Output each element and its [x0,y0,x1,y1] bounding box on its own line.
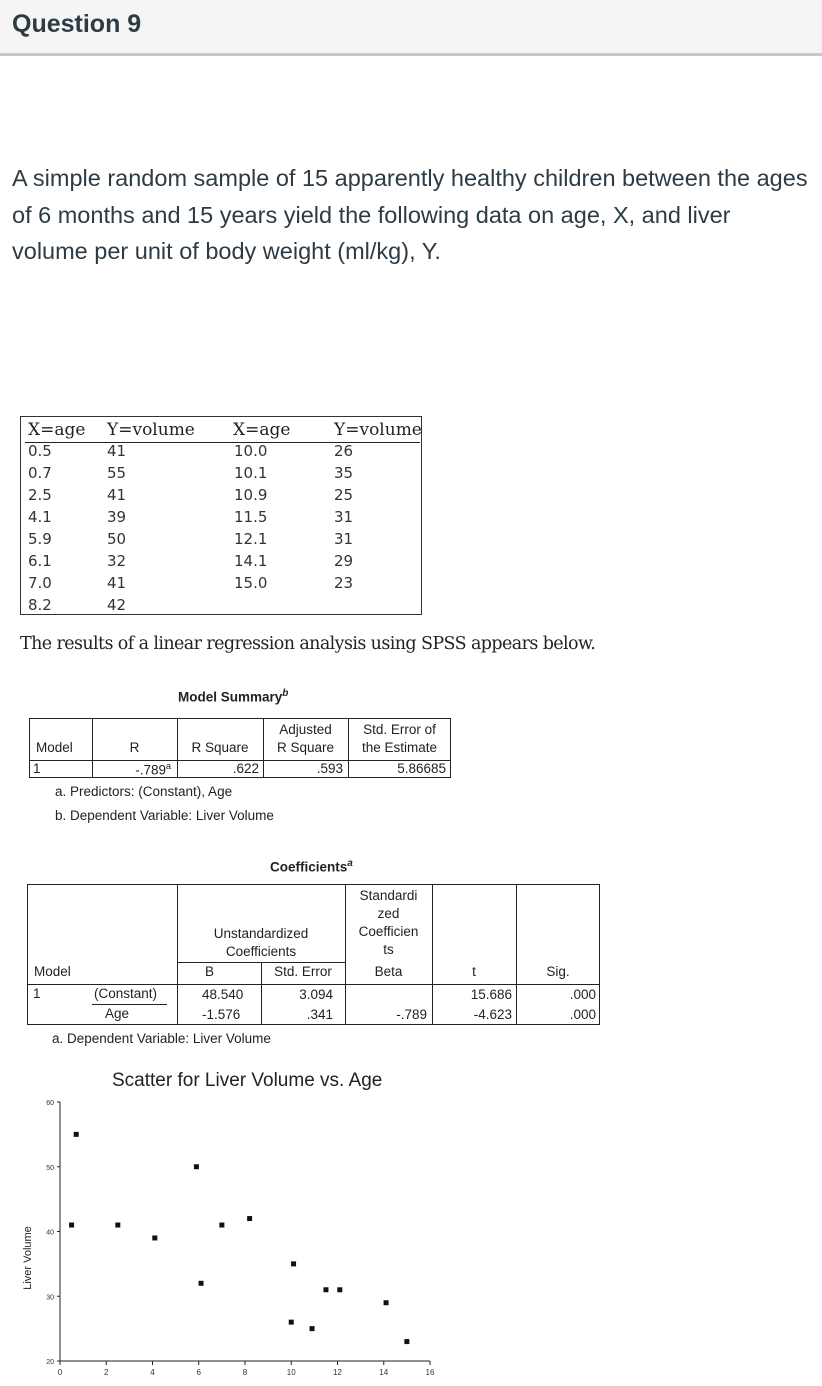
coef-row2-se: .341 [306,1007,333,1022]
coef-header-t: t [472,964,476,979]
regression-caption: The results of a linear regression analysis using SPSS appears below. [20,634,596,654]
coef-row1-model: 1 [33,986,41,1001]
table-cell-left-x: 4.1 [28,508,52,526]
coef-row2-beta: -.789 [396,1007,427,1022]
table-cell-right-y: 26 [334,442,354,460]
scatter-point [247,1216,252,1221]
header-rule [25,442,420,443]
table-cell-left-x: 2.5 [28,486,52,504]
table-cell-left-x: 7.0 [28,574,52,592]
header-y-volume-2: Y=volume [334,420,422,440]
table-cell-right-y: 23 [334,574,354,592]
table-cell-left-x: 0.5 [28,442,52,460]
table-cell-right-y: 29 [334,552,354,570]
table-cell-left-y: 41 [107,574,127,592]
ms-header-adj-r-square: R Square [276,740,335,755]
table-cell-right-x: 10.0 [234,442,268,460]
table-cell-left-x: 8.2 [28,596,52,614]
ms-header-std-error: Std. Error of [363,722,436,737]
table-cell-right-x: 10.9 [234,486,268,504]
coef-row1-sig: .000 [569,987,596,1002]
scatter-point [404,1339,409,1344]
coef-row2-b: -1.576 [202,1007,241,1022]
coefficients-title: Coefficients$^a$ [270,858,353,875]
table-cell-left-x: 6.1 [28,552,52,570]
ms-row-model: 1 [33,761,41,776]
coef-row1-b: 48.540 [202,987,244,1002]
coef-header-b: B [205,964,215,979]
scatter-point [199,1281,204,1286]
table-cell-right-y: 35 [334,464,354,482]
y-tick-label: 20 [46,1359,54,1366]
scatter-point [69,1223,74,1228]
ms-header-r: R [129,740,140,755]
scatter-ylabel: Liver Volume [22,1226,34,1290]
data-table [20,416,422,615]
ms-row-adj-r-square: .593 [316,761,343,776]
header-x-age-2: X=age [233,420,291,440]
coef-header-unstandardized: Unstandardized [213,926,309,941]
table-cell-left-x: 5.9 [28,530,52,548]
scatter-plot [0,1060,822,1386]
table-cell-right-x: 11.5 [234,508,268,526]
y-tick-label: 50 [46,1164,54,1172]
scatter-point [310,1326,315,1331]
coef-header-std-2: zed [377,906,400,921]
coef-row2-t: -4.623 [473,1007,512,1022]
ms-row-r-square: .622 [232,761,259,776]
table-cell-left-y: 39 [107,508,127,526]
coef-header-std-1: Standardi [359,888,418,903]
table-cell-left-y: 41 [107,442,127,460]
coef-row1-label: (Constant) [94,986,158,1001]
scatter-point [152,1235,157,1240]
header-x-age-1: X=age [28,420,86,440]
scatter-point [194,1164,199,1169]
table-cell-left-y: 41 [107,486,127,504]
ms-row-r: -.789$^a$ [135,761,171,778]
scatter-title: Scatter for Liver Volume vs. Age [112,1070,383,1091]
coef-header-std-4: ts [383,942,394,957]
ms-header-adjusted: Adjusted [279,722,332,737]
scatter-point [115,1223,120,1228]
table-cell-right-x: 10.1 [234,464,268,482]
scatter-point [291,1261,296,1266]
ms-header-r-square: R Square [191,740,249,755]
scatter-point [337,1287,342,1292]
coef-row1-t: 15.686 [470,987,512,1002]
coef-header-std-error: Std. Error [274,964,332,979]
x-tick-label: 0 [57,1368,63,1377]
coef-header-std-3: Coefficien [358,924,419,939]
table-cell-left-y: 50 [107,530,127,548]
question-header [0,0,822,56]
scatter-point [219,1223,224,1228]
ms-note-predictors: a. Predictors: (Constant), Age [55,784,233,799]
coef-header-beta: Beta [374,964,403,979]
scatter-marks [46,1100,435,1377]
table-cell-right-x: 12.1 [234,530,268,548]
table-cell-left-x: 0.7 [28,464,52,482]
coef-header-coefficients: Coefficients [225,944,297,959]
coef-note: a. Dependent Variable: Liver Volume [52,1031,271,1046]
scatter-point [384,1300,389,1305]
question-prompt: A simple random sample of 15 apparently healthy children between the ages of 6 months and 15 years yield the following data on age, X, and liver volume per unit of body weight (ml/kg), Y. [12,165,808,264]
table-cell-right-x: 15.0 [234,574,268,592]
model-summary-title: Model Summary$^b$ [178,688,289,705]
x-tick-label: 8 [242,1368,248,1377]
coef-row2-label: Age [105,1006,130,1021]
table-cell-right-y: 31 [334,530,354,548]
x-tick-label: 2 [104,1368,109,1377]
table-cell-right-x: 14.1 [234,552,268,570]
scatter-point [289,1320,294,1325]
coef-header-sig: Sig. [546,964,570,979]
ms-header-model: Model [36,740,73,755]
table-cell-right-y: 31 [334,508,354,526]
table-cell-left-y: 42 [107,596,127,614]
table-cell-left-y: 32 [107,552,127,570]
scatter-point [323,1287,328,1292]
table-cell-right-y: 25 [334,486,354,504]
x-tick-label: 12 [333,1368,342,1377]
coef-row1-se: 3.094 [299,987,333,1002]
x-tick-label: 4 [150,1368,155,1377]
y-tick-label: 40 [46,1229,54,1237]
header-y-volume-1: Y=volume [107,420,195,440]
y-tick-label: 30 [46,1294,54,1302]
ms-note-dependent: b. Dependent Variable: Liver Volume [55,808,274,823]
x-tick-label: 10 [286,1368,296,1377]
coef-header-model: Model [34,964,71,979]
x-tick-label: 14 [379,1368,389,1377]
x-tick-label: 6 [196,1368,201,1377]
ms-row-std-error: 5.86685 [397,761,446,776]
ms-header-estimate: the Estimate [361,740,438,755]
y-tick-label: 60 [46,1100,54,1107]
scatter-point [74,1132,79,1137]
table-cell-left-y: 55 [107,464,127,482]
coef-row2-sig: .000 [569,1007,596,1022]
question-title: Question 9 [12,10,142,38]
x-tick-label: 16 [425,1368,435,1377]
